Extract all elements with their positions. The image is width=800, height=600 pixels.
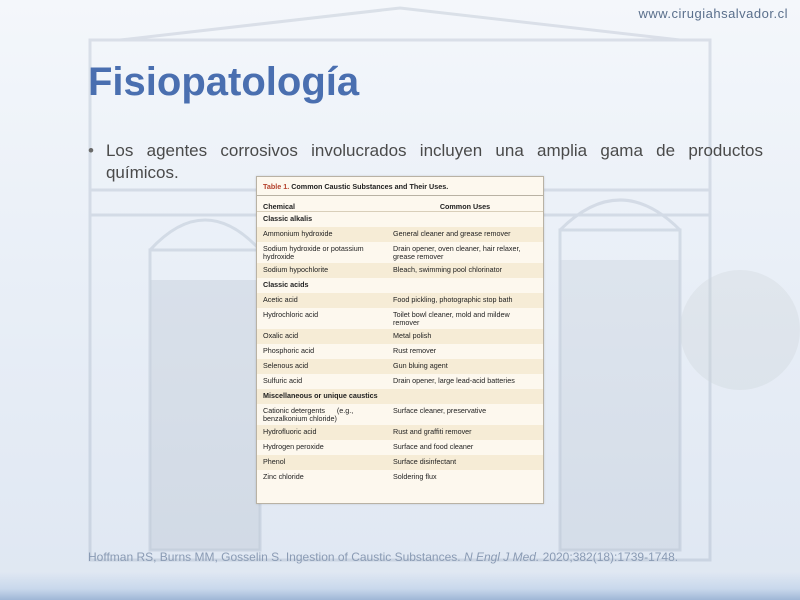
table-cell-chemical: Oxalic acid bbox=[263, 331, 299, 340]
table-cell-uses: Food pickling, photographic stop bath bbox=[393, 295, 513, 304]
caustic-substances-table bbox=[256, 176, 544, 504]
table-cell-chemical: Selenous acid bbox=[263, 361, 309, 370]
table-row bbox=[257, 308, 543, 329]
table-row bbox=[257, 374, 543, 389]
table-row bbox=[257, 455, 543, 470]
table-cell-uses: Surface disinfectant bbox=[393, 457, 457, 466]
table-caption bbox=[257, 177, 543, 196]
table-cell-uses bbox=[393, 212, 537, 215]
table-caption-text: Common Caustic Substances and Their Uses. bbox=[289, 182, 449, 191]
citation-tail: 2020;382(18):1739-1748. bbox=[539, 550, 679, 564]
table-cell-uses: Rust remover bbox=[393, 346, 437, 355]
table-row bbox=[257, 227, 543, 242]
citation-authors: Hoffman RS, Burns MM, Gosselin S. Ingestion of Caustic Substances. bbox=[88, 550, 464, 564]
table-cell-uses: Surface cleaner, preservative bbox=[393, 406, 487, 415]
bullet-text: Los agentes corrosivos involucrados incluyen una amplia gama de productos químicos. bbox=[105, 141, 763, 182]
table-header-row bbox=[257, 196, 543, 212]
table-row bbox=[257, 470, 543, 485]
table-cell-chemical: Classic alkalis bbox=[263, 214, 313, 223]
table-row bbox=[257, 293, 543, 308]
table-cell-uses bbox=[393, 278, 537, 281]
citation-journal: N Engl J Med. bbox=[463, 550, 540, 564]
table-section-row bbox=[257, 389, 543, 404]
table-header-uses: Common Uses bbox=[439, 202, 491, 211]
table-cell-uses: Surface and food cleaner bbox=[393, 442, 474, 451]
table-cell-uses: Drain opener, large lead-acid batteries bbox=[393, 376, 515, 385]
table-row bbox=[257, 344, 543, 359]
table-cell-chemical: Cationic detergents (e.g., benzalkonium chloride) bbox=[263, 406, 354, 424]
table-cell-uses: Bleach, swimming pool chlorinator bbox=[393, 265, 503, 274]
table-cell-uses: General cleaner and grease remover bbox=[393, 229, 511, 238]
table-body bbox=[257, 212, 543, 485]
table-section-row bbox=[257, 278, 543, 293]
site-url: www.cirugiahsalvador.cl bbox=[638, 6, 788, 21]
table-cell-chemical: Sulfuric acid bbox=[263, 376, 303, 385]
table-cell-chemical: Sodium hypochlorite bbox=[263, 265, 329, 274]
table-cell-chemical: Phenol bbox=[263, 457, 286, 466]
table-cell-uses: Toilet bowl cleaner, mold and mildew remover bbox=[393, 310, 522, 328]
table-caption-number: Table 1. bbox=[263, 182, 290, 191]
table-cell-uses: Gun bluing agent bbox=[393, 361, 448, 370]
table-cell-uses bbox=[393, 389, 537, 392]
table-cell-chemical: Classic acids bbox=[263, 280, 309, 289]
table-cell-chemical: Phosphoric acid bbox=[263, 346, 315, 355]
table-cell-chemical: Ammonium hydroxide bbox=[263, 229, 333, 238]
table-cell-chemical: Hydrofluoric acid bbox=[263, 427, 317, 436]
table-cell-chemical: Miscellaneous or unique caustics bbox=[263, 391, 378, 400]
table-header-chemical: Chemical bbox=[263, 202, 295, 211]
table-row bbox=[257, 359, 543, 374]
bullet-icon: • bbox=[88, 141, 94, 160]
table-row bbox=[257, 404, 543, 425]
table-cell-chemical: Acetic acid bbox=[263, 295, 298, 304]
table-row bbox=[257, 242, 543, 263]
table-cell-chemical: Hydrogen peroxide bbox=[263, 442, 324, 451]
bottom-decoration-band bbox=[0, 572, 800, 600]
table-cell-chemical: Zinc chloride bbox=[263, 472, 304, 481]
table-cell-uses: Drain opener, oven cleaner, hair relaxer, grease remover bbox=[393, 244, 531, 262]
table-row bbox=[257, 263, 543, 278]
table-section-row bbox=[257, 212, 543, 227]
table-row bbox=[257, 329, 543, 344]
table-cell-chemical: Hydrochloric acid bbox=[263, 310, 319, 319]
citation bbox=[88, 550, 678, 564]
table-row bbox=[257, 440, 543, 455]
table-cell-uses: Soldering flux bbox=[393, 472, 437, 481]
table-cell-uses: Rust and graffiti remover bbox=[393, 427, 472, 436]
table-row bbox=[257, 425, 543, 440]
table-cell-uses: Metal polish bbox=[393, 331, 432, 340]
table-cell-chemical: Sodium hydroxide or potassium hydroxide bbox=[263, 244, 376, 262]
page-title: Fisiopatología bbox=[88, 60, 360, 104]
